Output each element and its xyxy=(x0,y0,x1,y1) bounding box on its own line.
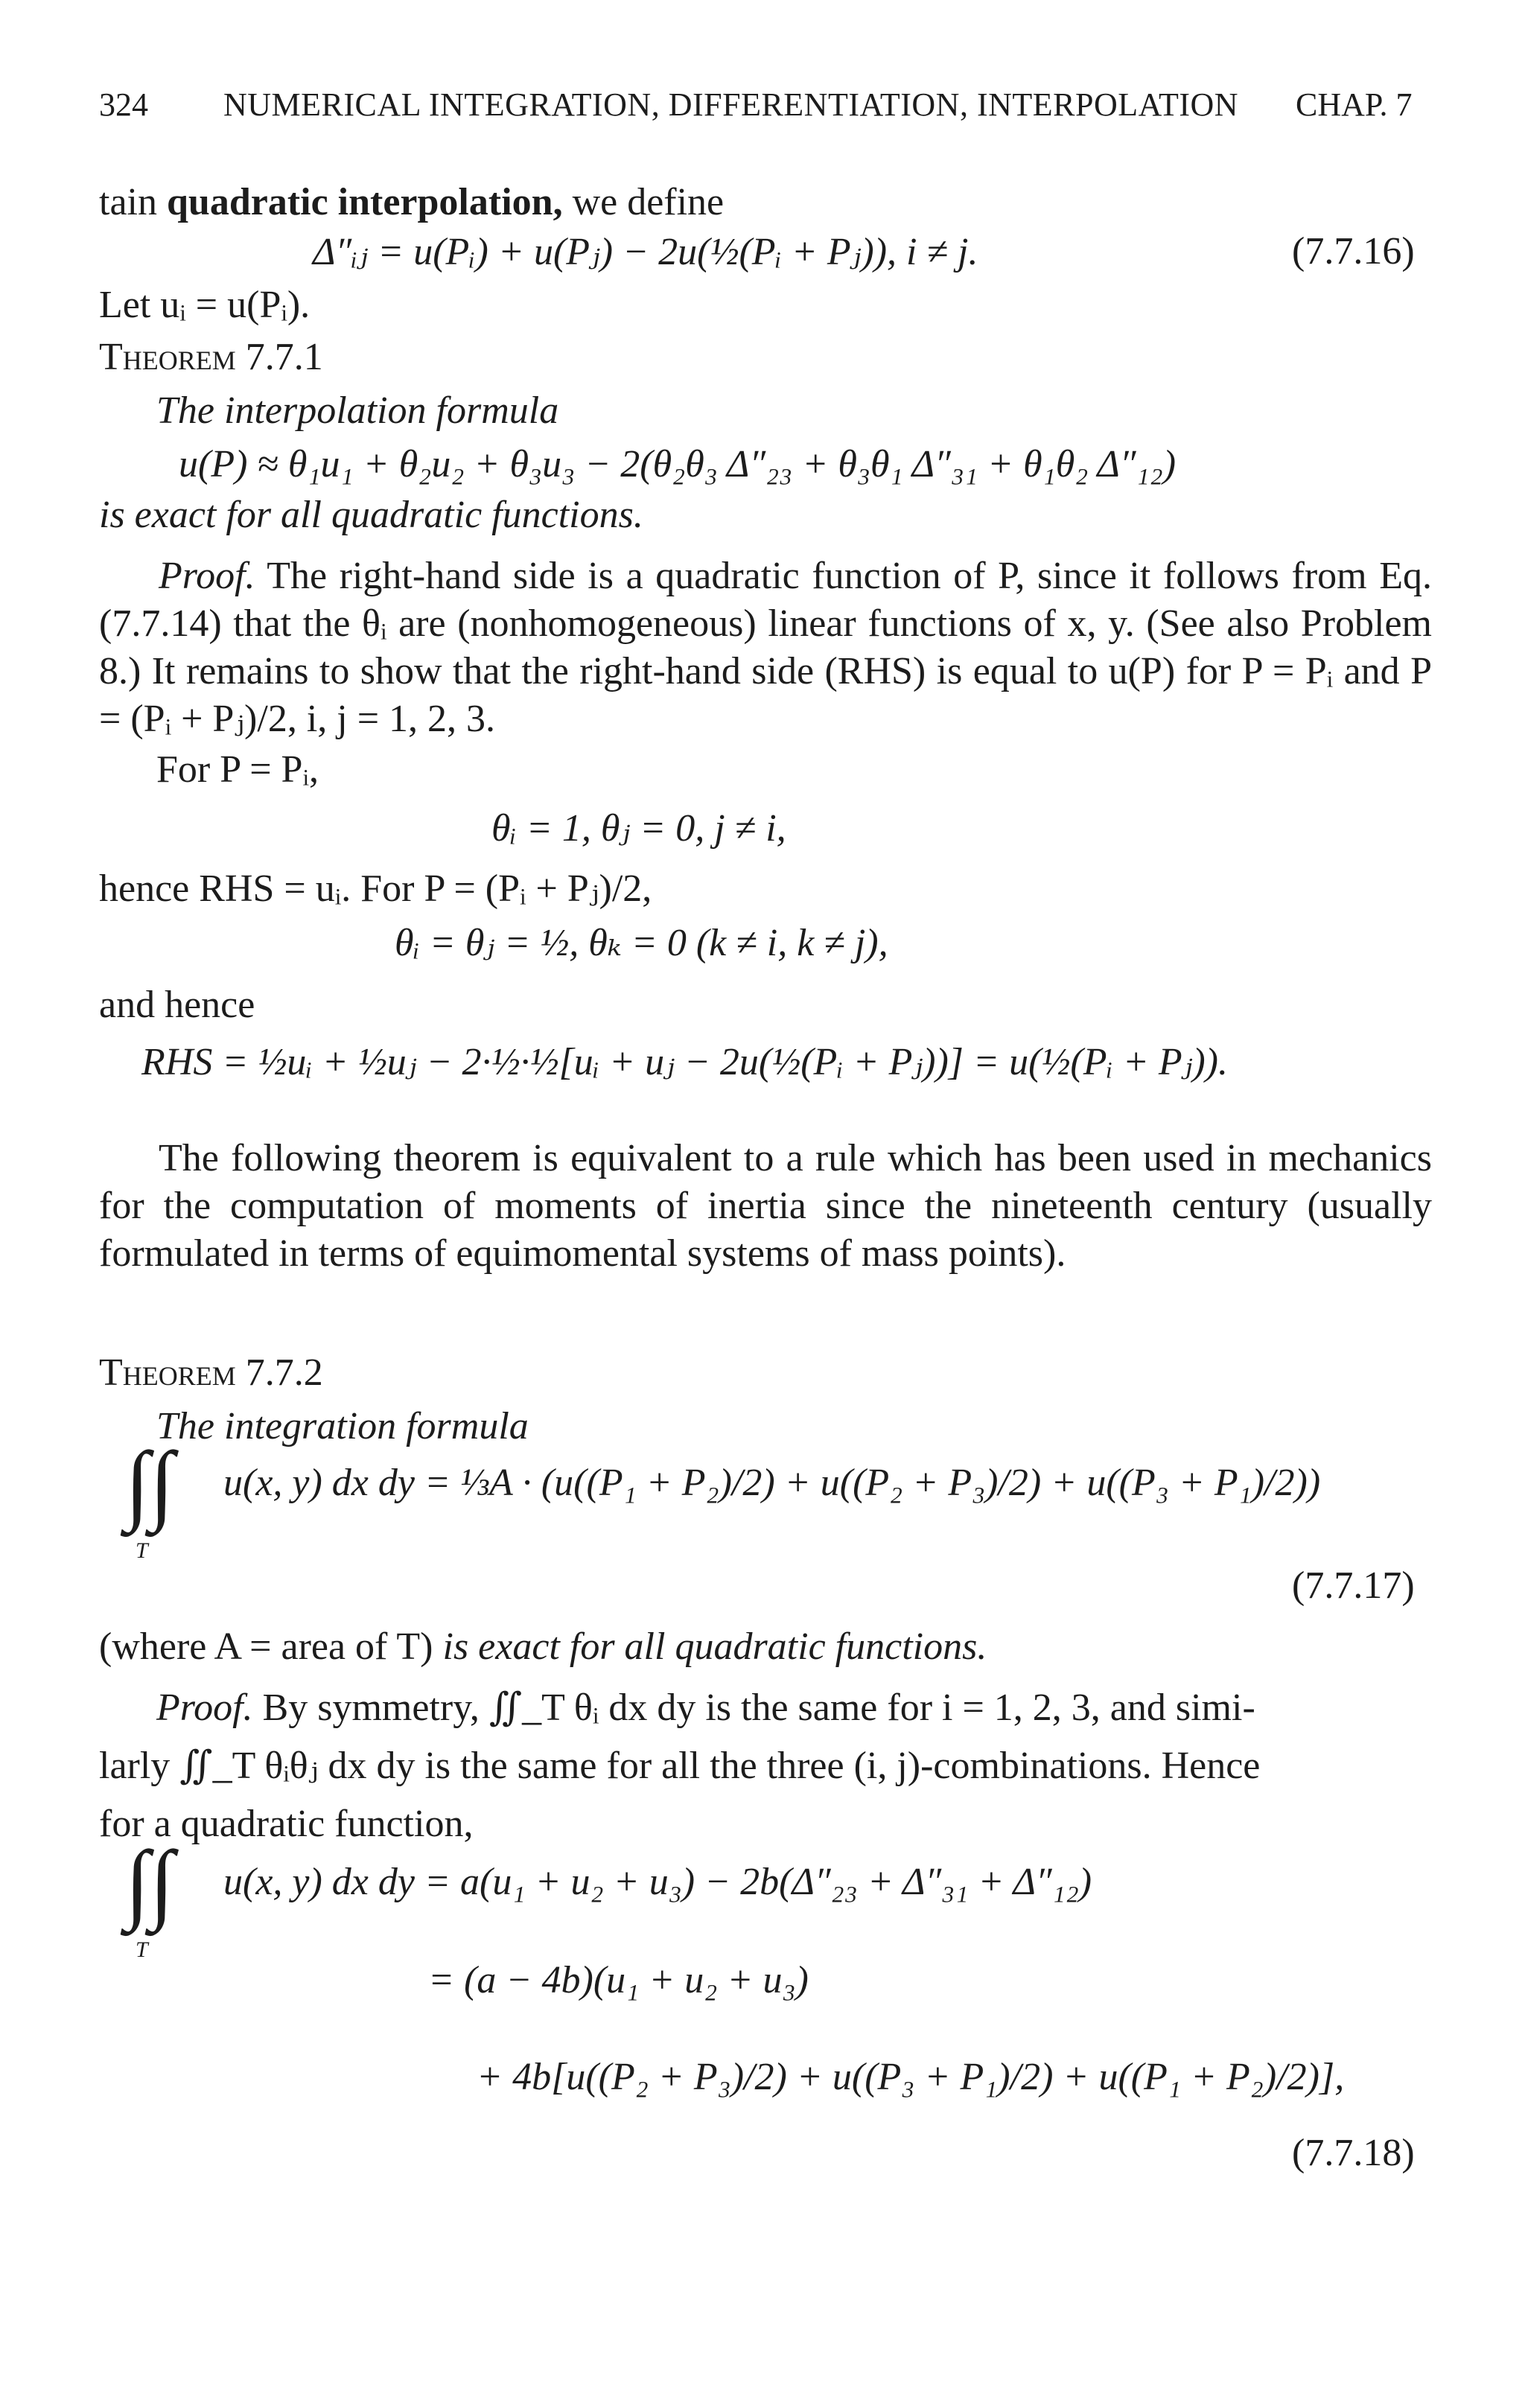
proof-2-line-3: for a quadratic function, xyxy=(99,1803,474,1845)
proof-2-line-1-text: By symmetry, ∬_T θᵢ dx dy is the same for i = 1, 2, 3, and simi- xyxy=(252,1686,1255,1729)
integral-region-18: T xyxy=(136,1937,148,1962)
theorem-1-heading: Theorem 7.7.1 xyxy=(99,336,323,378)
equation-7-7-18-line-3: + 4b[u((P₂ + P₃)/2) + u((P₃ + P₁)/2) + u((P₁ + P₂)/2)], xyxy=(477,2056,1345,2098)
running-title: NUMERICAL INTEGRATION, DIFFERENTIATION, INTERPOLATION xyxy=(223,86,1239,123)
rhs-equation: RHS = ½uᵢ + ½uⱼ − 2·½·½[uᵢ + uⱼ − 2u(½(Pᵢ + Pⱼ))] = u(½(Pᵢ + Pⱼ)). xyxy=(141,1041,1228,1083)
proof-1-label: Proof. xyxy=(159,555,255,597)
following-paragraph: The following theorem is equivalent to a rule which has been used in mechanics for the computation of moments of inertia since the nineteenth century (usually formulated in terms of equimomental systems of mass points). xyxy=(99,1137,1432,1275)
equation-7-7-18-line-2: = (a − 4b)(u₁ + u₂ + u₃) xyxy=(428,1959,809,2001)
and-hence-line: and hence xyxy=(99,984,255,1026)
theorem-1-conclusion: is exact for all quadratic functions. xyxy=(99,494,643,536)
equation-number-16: (7.7.16) xyxy=(1292,230,1415,273)
proof-1-text: The right-hand side is a quadratic function of P, since it follows from Eq. (7.7.14) that the θᵢ are (nonhomogeneous) linear functions of x, y. (See also Problem 8.) It remains to show that the right-hand side (RHS) is equal to u(P) for P = Pᵢ and P = (Pᵢ + Pⱼ)/2, i, j = 1, 2, 3. xyxy=(99,555,1432,740)
chapter-label: CHAP. 7 xyxy=(1296,86,1413,123)
proof-1-paragraph xyxy=(99,552,1432,743)
theorem-2-heading: Theorem 7.7.2 xyxy=(99,1351,323,1394)
page-number: 324 xyxy=(99,86,148,123)
integral-region-17: T xyxy=(136,1538,148,1563)
proof-2-label: Proof. xyxy=(156,1686,253,1729)
theorem-2-intro: The integration formula xyxy=(156,1405,529,1447)
theorem-2-statement xyxy=(99,1623,987,1671)
proof-2-line-1 xyxy=(156,1684,1255,1732)
theorem-2-where: (where A = area of T) xyxy=(99,1625,443,1668)
intro-suffix: we define xyxy=(562,181,725,223)
equation-7-7-18-line-1: u(x, y) dx dy = a(u₁ + u₂ + u₃) − 2b(Δ″₂₃ + Δ″₃₁ + Δ″₁₂) xyxy=(223,1861,1092,1903)
equation-7-7-16: Δ″ᵢⱼ = u(Pᵢ) + u(Pⱼ) − 2u(½(Pᵢ + Pⱼ)), i ≠ j. xyxy=(313,231,978,273)
theorem-1-formula: u(P) ≈ θ₁u₁ + θ₂u₂ + θ₃u₃ − 2(θ₂θ₃ Δ″₂₃ + θ₃θ₁ Δ″₃₁ + θ₁θ₂ Δ″₁₂) xyxy=(179,443,1177,485)
intro-prefix: tain xyxy=(99,181,167,223)
equation-7-7-17: u(x, y) dx dy = ⅓A · (u((P₁ + P₂)/2) + u((P₂ + P₃)/2) + u((P₃ + P₁)/2)) xyxy=(223,1462,1321,1504)
double-integral-sign-18: ∫∫ xyxy=(125,1832,174,1931)
equation-number-18: (7.7.18) xyxy=(1292,2132,1415,2174)
hence-rhs-line: hence RHS = uᵢ. For P = (Pᵢ + Pⱼ)/2, xyxy=(99,867,652,910)
for-p-equals-pi: For P = Pᵢ, xyxy=(156,748,319,791)
intro-line xyxy=(99,179,724,226)
theorem-1-intro: The interpolation formula xyxy=(156,389,559,432)
double-integral-sign-17: ∫∫ xyxy=(125,1433,174,1532)
theta-equation-1: θᵢ = 1, θⱼ = 0, j ≠ i, xyxy=(491,807,786,850)
intro-bold: quadratic interpolation, xyxy=(166,181,563,223)
theta-equation-2: θᵢ = θⱼ = ½, θₖ = 0 (k ≠ i, k ≠ j), xyxy=(395,922,888,964)
theorem-2-conclusion: is exact for all quadratic functions. xyxy=(442,1625,987,1668)
equation-number-17: (7.7.17) xyxy=(1292,1564,1415,1607)
let-line: Let uᵢ = u(Pᵢ). xyxy=(99,284,311,326)
proof-2-line-2: larly ∬_T θᵢθⱼ dx dy is the same for all the three (i, j)-combinations. Hence xyxy=(99,1745,1261,1787)
